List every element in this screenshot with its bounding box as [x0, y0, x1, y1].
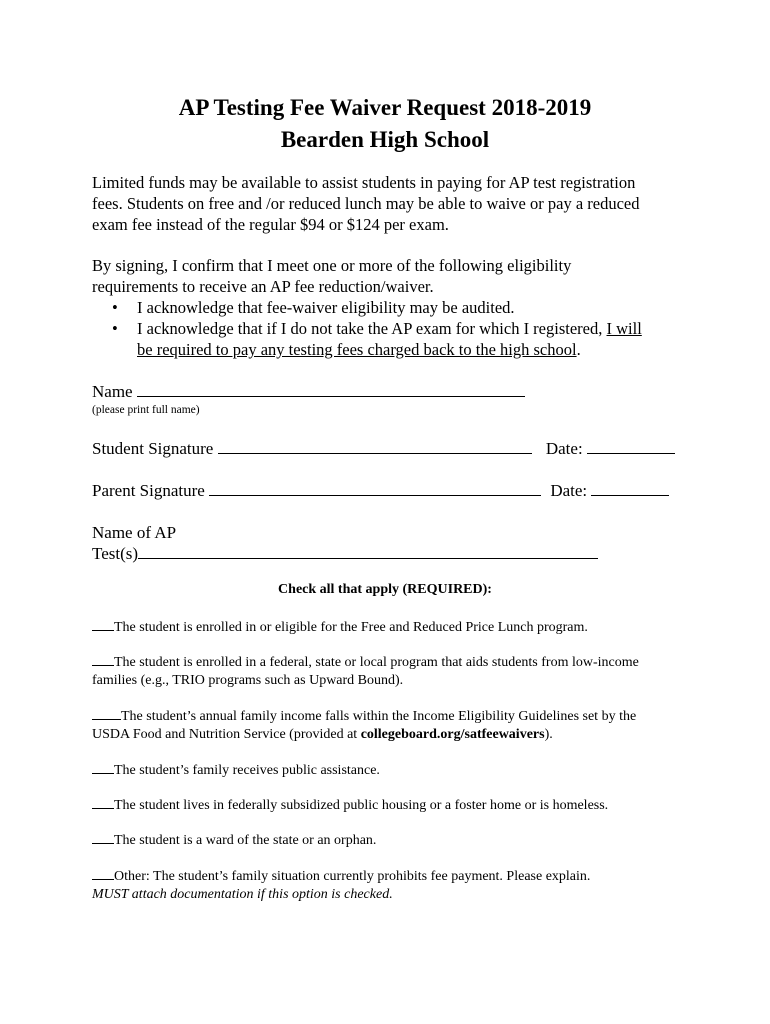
signing-paragraph [92, 255, 692, 297]
acknowledgement-list [112, 297, 692, 360]
intro-line: exam fee instead of the regular $94 or $124 per exam. [92, 215, 449, 234]
option-text: USDA Food and Nutrition Service (provided at [92, 727, 361, 742]
intro-line: Limited funds may be available to assist students in paying for AP test registration [92, 173, 636, 192]
parent-signature-label: Parent Signature [92, 481, 205, 500]
checkbox-blank[interactable] [92, 867, 114, 880]
bullet-underlined-text: I will [606, 319, 642, 338]
option-text: The student’s family receives public assistance. [114, 763, 380, 778]
school-name: Bearden High School [280, 127, 490, 152]
check-heading: Check all that apply (REQUIRED): [278, 582, 492, 597]
ap-test-label: Test(s) [92, 544, 139, 563]
ap-test-label: Name of AP [92, 523, 177, 542]
name-input-line[interactable] [137, 382, 525, 397]
bullet-icon: • [112, 319, 118, 338]
parent-date-line[interactable] [591, 481, 669, 496]
list-item [112, 297, 692, 318]
checkbox-blank[interactable] [92, 831, 114, 844]
ap-test-row [92, 543, 598, 565]
name-hint: (please print full name) [92, 404, 200, 416]
ap-test-input-line[interactable] [138, 544, 598, 559]
signing-line: By signing, I confirm that I meet one or more of the following eligibility [92, 256, 572, 275]
bullet-text: I acknowledge that if I do not take the AP exam for which I registered, [137, 319, 607, 338]
name-field-row [92, 381, 525, 403]
name-label: Name [92, 382, 133, 401]
checkbox-blank[interactable] [92, 707, 121, 720]
option-text: The student’s annual family income falls within the Income Eligibility Guidelines set by the [121, 709, 637, 724]
option-text: The student lives in federally subsidized public housing or a foster home or is homeless. [114, 798, 609, 813]
date-label: Date: [550, 481, 588, 500]
option-text: Other: The student’s family situation currently prohibits fee payment. Please explain. [114, 869, 591, 884]
intro-paragraph [92, 172, 692, 235]
student-date-line[interactable] [587, 439, 675, 454]
student-signature-line[interactable] [218, 439, 532, 454]
bullet-text: I acknowledge that fee-waiver eligibility may be audited. [137, 298, 515, 317]
form-title: AP Testing Fee Waiver Request 2018-2019 [178, 95, 592, 120]
bullet-text: . [576, 340, 581, 359]
bullet-underlined-text: be required to pay any testing fees charged back to the high school [137, 340, 577, 359]
satfeewaivers-link-text: collegeboard.org/satfeewaivers [360, 727, 545, 742]
checkbox-blank[interactable] [92, 653, 114, 666]
option-income-guidelines [92, 707, 692, 744]
option-public-assistance [92, 761, 692, 780]
option-ward-of-state [92, 831, 692, 850]
parent-signature-row [92, 480, 669, 502]
option-text: The student is a ward of the state or an orphan. [114, 833, 377, 848]
checkbox-blank[interactable] [92, 796, 114, 809]
checkbox-blank[interactable] [92, 761, 114, 774]
list-item [112, 318, 692, 360]
option-free-lunch [92, 618, 692, 637]
option-text: ). [544, 727, 553, 742]
signing-line: requirements to receive an AP fee reduction/waiver. [92, 277, 434, 296]
checkbox-blank[interactable] [92, 618, 114, 631]
documentation-note: MUST attach documentation if this option is checked. [92, 887, 393, 902]
parent-signature-line[interactable] [209, 481, 541, 496]
student-signature-label: Student Signature [92, 439, 214, 458]
option-text: The student is enrolled in or eligible for the Free and Reduced Price Lunch program. [114, 620, 588, 635]
bullet-icon: • [112, 298, 118, 317]
option-text: families (e.g., TRIO programs such as Upward Bound). [92, 673, 404, 688]
option-housing [92, 796, 692, 815]
option-federal-program [92, 653, 692, 690]
date-label: Date: [545, 439, 583, 458]
student-signature-row [92, 438, 675, 460]
option-text: The student is enrolled in a federal, state or local program that aids students from low-income [114, 655, 639, 670]
option-other [92, 867, 692, 904]
intro-line: fees. Students on free and /or reduced lunch may be able to waive or pay a reduced [92, 194, 640, 213]
